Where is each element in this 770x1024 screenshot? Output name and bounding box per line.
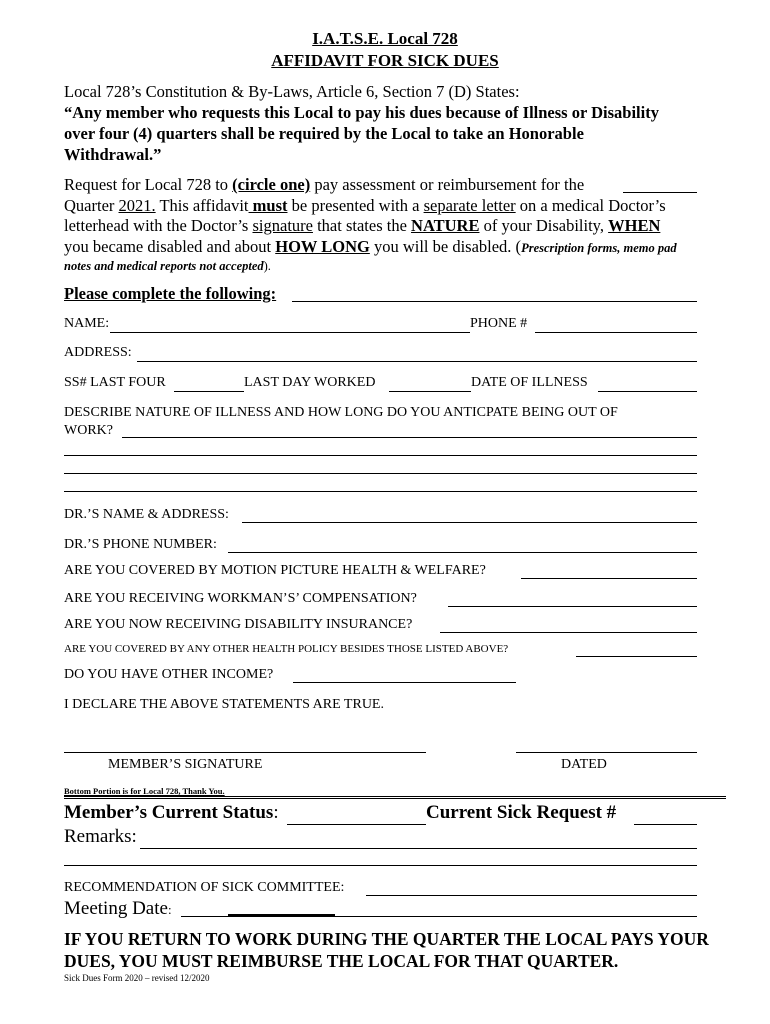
other-income-label: DO YOU HAVE OTHER INCOME? bbox=[64, 667, 274, 682]
doctor-phone-field[interactable] bbox=[228, 552, 697, 553]
reimburse-warning-line-2: DUES, YOU MUST REIMBURSE THE LOCAL FOR THAT QUARTER. bbox=[64, 951, 619, 971]
last-day-worked-label: LAST DAY WORKED bbox=[244, 375, 376, 390]
workmans-comp-field[interactable] bbox=[448, 606, 697, 607]
name-label: NAME: bbox=[64, 316, 110, 331]
mph-coverage-label: ARE YOU COVERED BY MOTION PICTURE HEALTH & WELFARE? bbox=[64, 563, 486, 578]
request-line-3: letterhead with the Doctor’s signature that states the NATURE of your Disability, WHEN bbox=[64, 216, 661, 235]
describe-illness-line-3[interactable] bbox=[64, 473, 697, 474]
describe-illness-line-4[interactable] bbox=[64, 491, 697, 492]
sick-request-field[interactable] bbox=[634, 824, 697, 825]
address-field[interactable] bbox=[137, 361, 697, 362]
member-signature-label: MEMBER’S SIGNATURE bbox=[108, 757, 263, 772]
doctor-name-address-field[interactable] bbox=[242, 522, 697, 523]
meeting-date-field[interactable] bbox=[181, 916, 697, 917]
declaration-text: I DECLARE THE ABOVE STATEMENTS ARE TRUE. bbox=[64, 697, 384, 712]
date-of-illness-field[interactable] bbox=[598, 391, 697, 392]
quarter-blank[interactable] bbox=[623, 192, 697, 193]
member-signature-field[interactable] bbox=[64, 752, 426, 753]
ss-last-four-label: SS# LAST FOUR bbox=[64, 375, 166, 390]
workmans-comp-label: ARE YOU RECEIVING WORKMAN’S’ COMPENSATION? bbox=[64, 591, 417, 606]
address-label: ADDRESS: bbox=[64, 345, 132, 360]
remarks-line-2[interactable] bbox=[64, 865, 697, 866]
form-heading: Please complete the following: bbox=[64, 284, 277, 303]
doctor-phone-label: DR.’S PHONE NUMBER: bbox=[64, 537, 217, 552]
meeting-date-label: Meeting Date: bbox=[64, 898, 172, 919]
form-title: AFFIDAVIT FOR SICK DUES bbox=[271, 51, 499, 70]
form-revision-id: Sick Dues Form 2020 – revised 12/2020 bbox=[64, 973, 210, 983]
doctor-name-address-label: DR.’S NAME & ADDRESS: bbox=[64, 507, 229, 522]
remarks-line-1[interactable] bbox=[140, 848, 697, 849]
reimburse-warning-line-1: IF YOU RETURN TO WORK DURING THE QUARTER THE LOCAL PAYS YOUR bbox=[64, 929, 709, 949]
date-of-illness-label: DATE OF ILLNESS bbox=[471, 375, 588, 390]
mph-coverage-field[interactable] bbox=[521, 578, 697, 579]
form-heading-rule bbox=[292, 301, 697, 302]
phone-label: PHONE # bbox=[470, 316, 528, 331]
organization-title: I.A.T.S.E. Local 728 bbox=[312, 29, 458, 48]
disability-insurance-field[interactable] bbox=[440, 632, 697, 633]
name-field[interactable] bbox=[110, 332, 470, 333]
describe-illness-line-2[interactable] bbox=[64, 455, 697, 456]
current-status-field[interactable] bbox=[287, 824, 426, 825]
request-line-2: Quarter 2021. This affidavit must be presented with a separate letter on a medical Doctor’s bbox=[64, 196, 666, 215]
recommendation-field[interactable] bbox=[366, 895, 697, 896]
recommendation-label: RECOMMENDATION OF SICK COMMITTEE: bbox=[64, 880, 345, 895]
other-policy-field[interactable] bbox=[576, 656, 697, 657]
other-income-field[interactable] bbox=[293, 682, 516, 683]
describe-illness-label: DESCRIBE NATURE OF ILLNESS AND HOW LONG DO YOU ANTICPATE BEING OUT OF bbox=[64, 405, 618, 420]
meeting-date-emphasis bbox=[228, 914, 335, 916]
describe-illness-label-2: WORK? bbox=[64, 423, 113, 438]
bylaw-quote-line-1: “Any member who requests this Local to pay his dues because of Illness or Disability bbox=[64, 103, 659, 122]
request-line-1: Request for Local 728 to (circle one) pay assessment or reimbursement for the bbox=[64, 175, 585, 194]
circle-one-instruction: (circle one) bbox=[232, 175, 311, 194]
remarks-label: Remarks: bbox=[64, 826, 137, 847]
bylaw-quote-line-3: Withdrawal.” bbox=[64, 145, 162, 164]
request-line-5: notes and medical reports not accepted). bbox=[64, 259, 271, 273]
disability-insurance-label: ARE YOU NOW RECEIVING DISABILITY INSURANCE? bbox=[64, 617, 413, 632]
office-divider bbox=[64, 796, 726, 799]
bylaw-quote-line-2: over four (4) quarters shall be required by the Local to take an Honorable bbox=[64, 124, 584, 143]
phone-field[interactable] bbox=[535, 332, 697, 333]
office-use-note: Bottom Portion is for Local 728, Thank You. bbox=[64, 786, 225, 796]
current-status-label: Member’s Current Status: bbox=[64, 802, 279, 823]
last-day-worked-field[interactable] bbox=[389, 391, 471, 392]
request-line-4: you became disabled and about HOW LONG you will be disabled. (Prescription forms, memo pad bbox=[64, 237, 677, 256]
dated-field[interactable] bbox=[516, 752, 697, 753]
other-policy-label: ARE YOU COVERED BY ANY OTHER HEALTH POLICY BESIDES THOSE LISTED ABOVE? bbox=[64, 643, 509, 655]
describe-illness-line-1[interactable] bbox=[122, 437, 697, 438]
dated-label: DATED bbox=[561, 757, 607, 772]
sick-request-label: Current Sick Request # bbox=[426, 802, 617, 823]
ss-last-four-field[interactable] bbox=[174, 391, 244, 392]
constitution-reference: Local 728’s Constitution & By-Laws, Article 6, Section 7 (D) States: bbox=[64, 82, 520, 101]
